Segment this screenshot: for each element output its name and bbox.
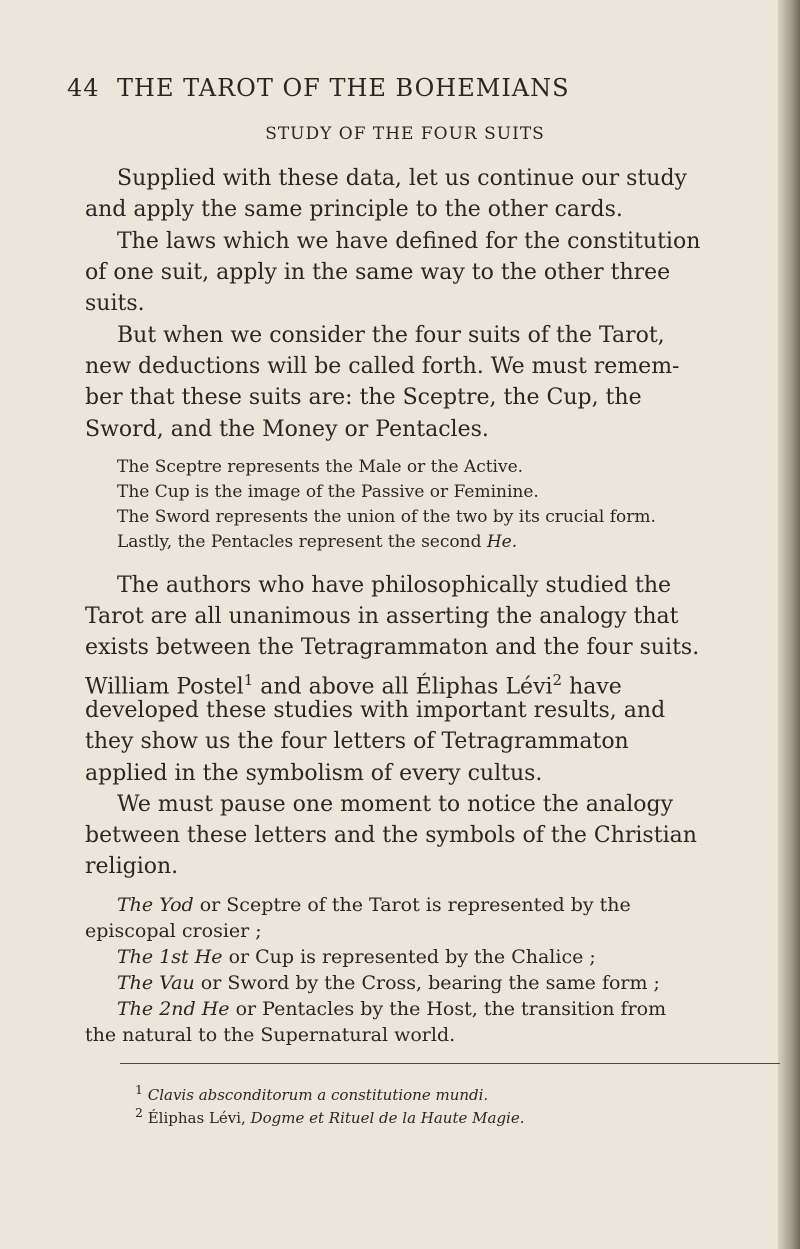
symbol-vau	[117, 970, 660, 996]
text-line: between these letters and the symbols of the Christian	[85, 823, 697, 848]
symbol-he2-cont: the natural to the Supernatural world.	[85, 1024, 456, 1046]
page-edge	[778, 0, 800, 1249]
symbol-text: or Pentacles by the Host, the transition from	[229, 998, 667, 1020]
symbol-yod-cont: episcopal crosier ;	[85, 920, 262, 942]
author-postel: William Postel	[85, 674, 244, 700]
text-line: We must pause one moment to notice the analogy	[117, 792, 673, 817]
footnote-ref-1: 1	[243, 671, 254, 689]
text-line: Sword, and the Money or Pentacles.	[85, 417, 489, 442]
list-item-he: He.	[486, 532, 518, 552]
symbol-he2	[117, 996, 666, 1022]
text-line: developed these studies with important results, and	[85, 698, 666, 723]
text-line: The authors who have philosophically studied the	[117, 573, 672, 598]
page-number: 44	[67, 74, 100, 102]
text-line: they show us the four letters of Tetragrammaton	[85, 729, 629, 754]
symbol-label: The Vau	[117, 972, 195, 994]
list-item	[117, 530, 517, 554]
footnote-italic: Dogme et Rituel de la Haute Magie.	[250, 1109, 525, 1127]
footnote-divider	[120, 1063, 780, 1064]
text-line: Tarot are all unanimous in asserting the analogy that	[85, 604, 679, 629]
list-item: The Sword represents the union of the two by its crucial form.	[117, 507, 656, 527]
symbol-label: The 1st He	[117, 946, 223, 968]
list-item: The Cup is the image of the Passive or Feminine.	[117, 482, 539, 502]
line-end: have	[562, 674, 622, 700]
footnote-ref-2: 2	[552, 671, 563, 689]
footnote-plain: Éliphas Lévi,	[147, 1109, 251, 1127]
section-title: STUDY OF THE FOUR SUITS	[265, 124, 545, 144]
symbol-text: or Cup is represented by the Chalice ;	[222, 946, 596, 968]
running-header	[0, 74, 780, 104]
footnote-mark: 2	[135, 1105, 143, 1120]
text-line: and apply the same principle to the other cards.	[85, 197, 623, 222]
symbol-text: or Sword by the Cross, bearing the same form ;	[194, 972, 660, 994]
footnote-mark: 1	[135, 1082, 143, 1097]
text-line: new deductions will be called forth. We must remem-	[85, 354, 680, 379]
symbol-label: The 2nd He	[117, 998, 230, 1020]
footnote-2	[135, 1098, 525, 1133]
text-line: ber that these suits are: the Sceptre, the Cup, the	[85, 385, 642, 410]
text-line: suits.	[85, 291, 145, 316]
footnote-text: Clavis absconditorum a constitutione mundi.	[147, 1086, 489, 1104]
symbol-label: The Yod	[117, 894, 194, 916]
symbol-yod	[117, 892, 631, 918]
symbol-text: or Sceptre of the Tarot is represented by the	[193, 894, 631, 916]
list-item: The Sceptre represents the Male or the Active.	[117, 457, 524, 477]
text-line: applied in the symbolism of every cultus.	[85, 761, 543, 786]
text-line: But when we consider the four suits of the Tarot,	[117, 323, 665, 348]
text-line: exists between the Tetragrammaton and the four suits.	[85, 635, 700, 660]
text-line: Supplied with these data, let us continue our study	[117, 166, 687, 191]
text-line: of one suit, apply in the same way to the other three	[85, 260, 671, 285]
text-line: The laws which we have defined for the constitution	[117, 229, 701, 254]
list-item-text: Lastly, the Pentacles represent the second	[117, 532, 487, 552]
running-title: THE TAROT OF THE BOHEMIANS	[117, 74, 570, 102]
text-line: religion.	[85, 854, 179, 879]
symbol-he1	[117, 944, 596, 970]
author-levi: and above all Éliphas Lévi	[253, 674, 553, 700]
